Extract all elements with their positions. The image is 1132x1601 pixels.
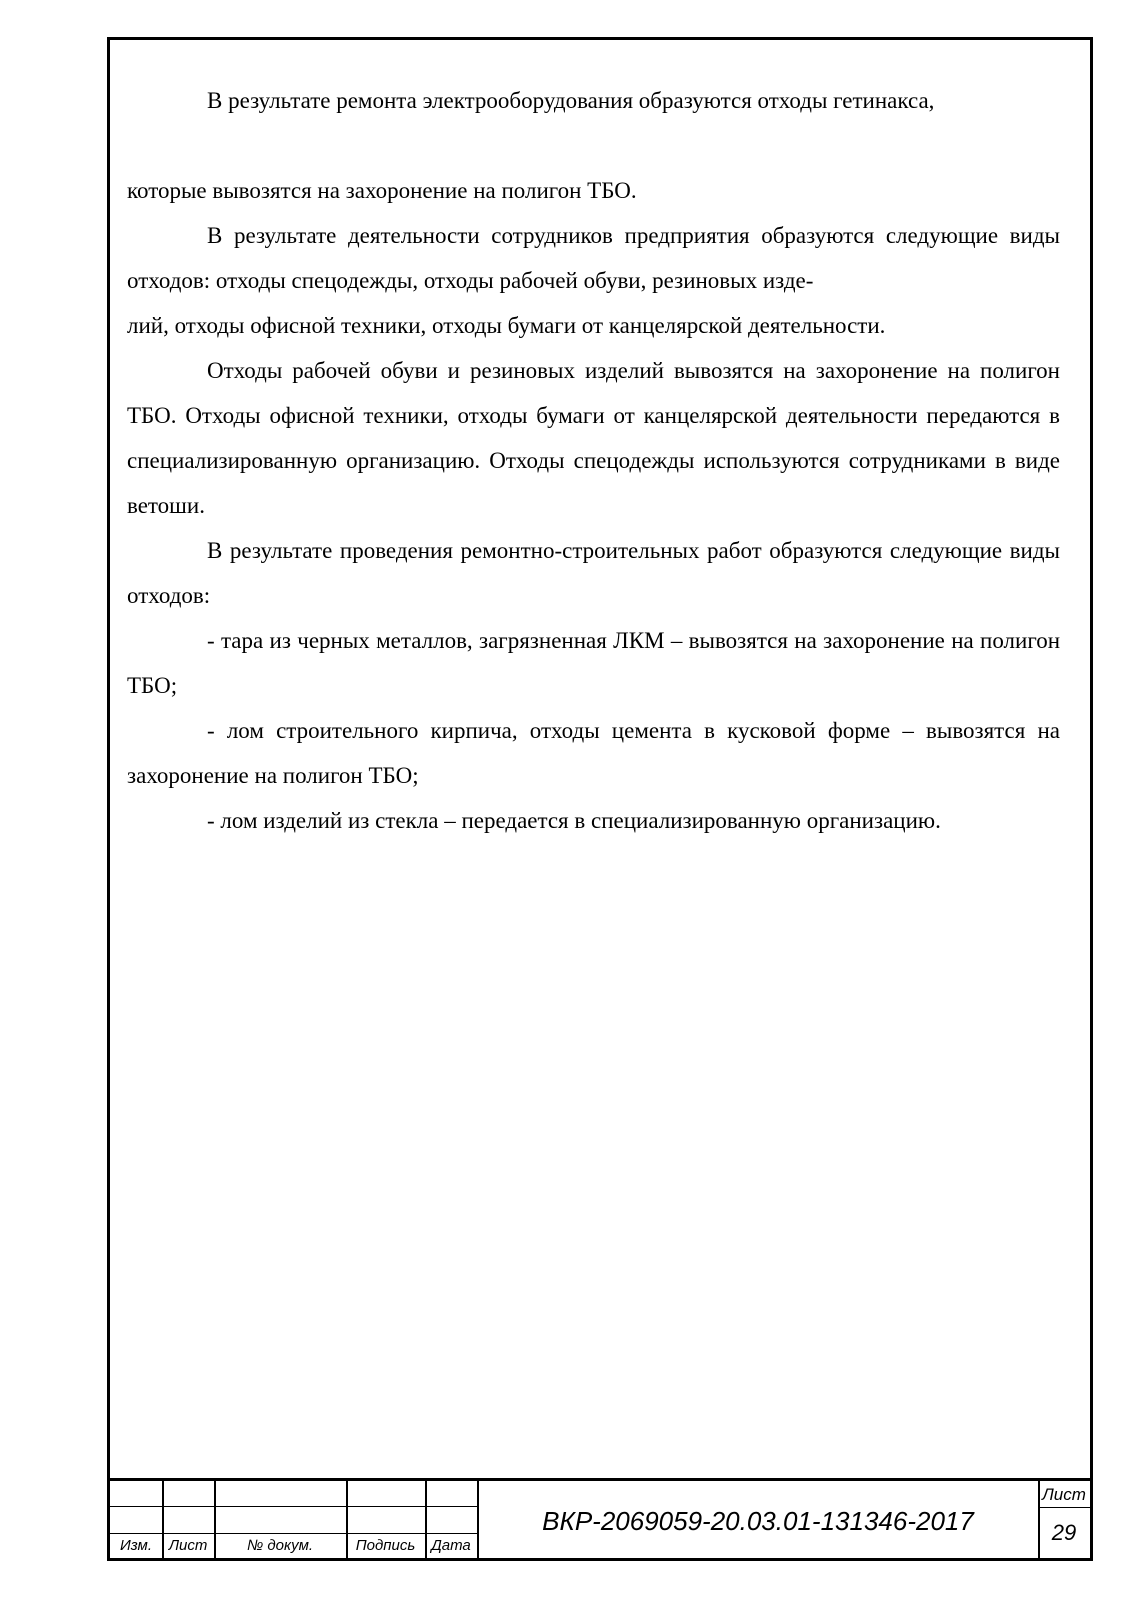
- stamp-label-izm: Изм.: [120, 1537, 152, 1554]
- document-code: ВКР-2069059-20.03.01-131346-2017: [542, 1506, 974, 1536]
- list-item: - тара из черных металлов, загрязненная ЛКМ – вывозятся на захоронение на полигон ТБО;: [127, 628, 1060, 698]
- sheet-number: 29: [1051, 1520, 1077, 1545]
- paragraph: В результате проведения ремонтно-строительных работ образуются следующие виды отходов:: [127, 538, 1060, 608]
- page-frame: [107, 37, 1093, 1561]
- stamp-row-line: [110, 1533, 477, 1534]
- stamp-row-line: [1038, 1507, 1090, 1508]
- stamp-label-podpis: Подпись: [355, 1537, 416, 1554]
- sheet-label: Лист: [1042, 1485, 1086, 1504]
- stamp-row-line: [110, 1506, 477, 1507]
- paragraph: В результате ремонта электрооборудования образуются отходы гетинакса,: [207, 88, 935, 113]
- paragraph: которые вывозятся на захоронение на полигон ТБО.: [127, 178, 637, 203]
- stamp-label-list: Лист: [168, 1537, 208, 1554]
- stamp-label-data: Дата: [431, 1537, 471, 1554]
- title-block: [110, 1478, 1090, 1558]
- list-item: - лом изделий из стекла – передается в специализированную организацию.: [207, 808, 941, 833]
- stamp-divider: [477, 1481, 479, 1558]
- paragraph: В результате деятельности сотрудников предприятия образуются следующие виды отходов: отходы спецодежды, отходы рабочей обуви, резиновых изде-: [127, 223, 1060, 293]
- stamp-label-dokum: № докум.: [246, 1537, 314, 1554]
- list-item: - лом строительного кирпича, отходы цемента в кусковой форме – вывозятся на захоронение на полигон ТБО;: [127, 718, 1060, 788]
- paragraph: Отходы рабочей обуви и резиновых изделий вывозятся на захоронение на полигон ТБО. Отходы офисной техники, отходы бумаги от канцелярской деятельности передаются в специализированную организацию. Отходы спецодежды используются сотрудниками в виде ветоши.: [127, 358, 1060, 518]
- document-body: [127, 78, 1060, 843]
- paragraph: лий, отходы офисной техники, отходы бумаги от канцелярской деятельности.: [127, 313, 886, 338]
